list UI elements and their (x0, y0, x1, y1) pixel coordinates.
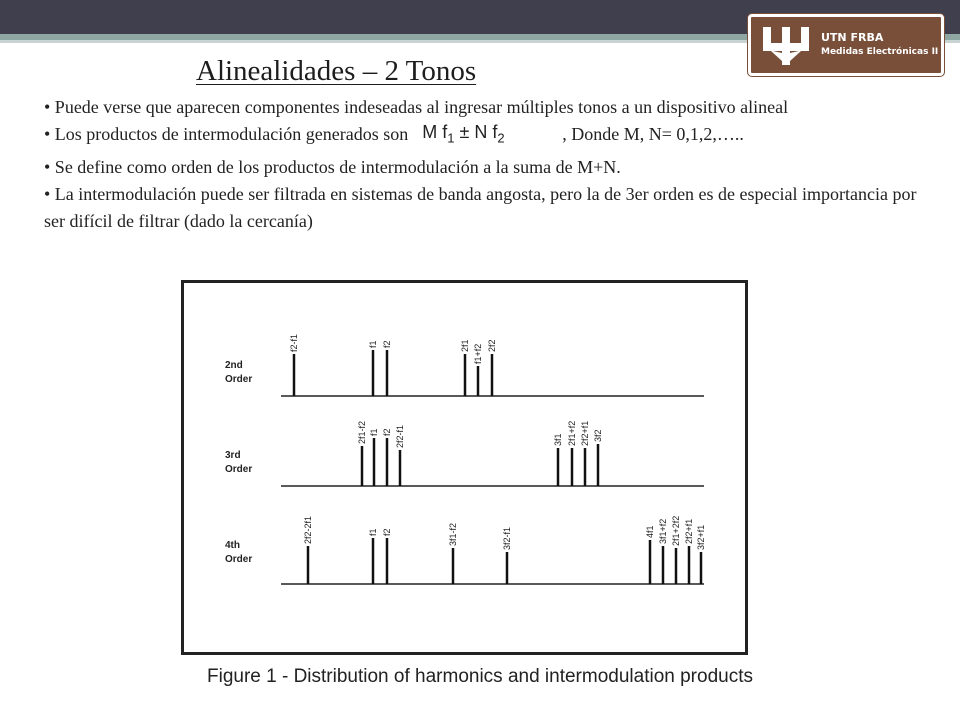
spectral-line-label: 2f1 (460, 339, 470, 352)
order-label: 3rd (225, 450, 241, 461)
formula-op: ± N f (454, 122, 498, 142)
logo-line2: Medidas Electrónicas II (821, 47, 939, 57)
spectral-line-label: 3f2 (593, 429, 603, 442)
bullet-4: • La intermodulación puede ser filtrada en sistemas de banda angosta, pero la de 3er orden es de especial importancia por ser difícil de filtrar (dado la cercanía) (44, 183, 917, 231)
spectrum-diagram (181, 280, 748, 655)
spectral-line-label: f1 (368, 340, 378, 348)
order-label: Order (225, 554, 253, 565)
intermod-formula (408, 119, 562, 152)
bullet-2-text: • Los productos de intermodulación generados son (44, 124, 409, 144)
spectral-line-label: f1 (368, 528, 378, 536)
bullet-3: • Se define como orden de los productos de intermodulación a la suma de M+N. (44, 156, 621, 177)
spectral-line-label: 2f2-2f1 (303, 515, 313, 544)
bullet-2-tail: , Donde M, N= 0,1,2,….. (562, 124, 744, 144)
utn-logo-icon (759, 25, 813, 67)
order-label: Order (225, 374, 253, 385)
spectral-line-label: f2-f1 (289, 333, 299, 352)
spectral-line-label: 3f1+f2 (658, 518, 668, 544)
order-label: 2nd (225, 360, 243, 371)
formula-m: M f (422, 122, 448, 142)
spectral-line-label: 2f1+2f2 (671, 515, 681, 546)
spectral-line-label: f1+f2 (473, 343, 483, 364)
formula-sub2: 2 (497, 130, 505, 146)
bullet-list (44, 94, 924, 235)
spectral-line-label: f2 (382, 340, 392, 348)
logo-line1: UTN FRBA (821, 31, 884, 44)
spectral-line-label: f1 (369, 428, 379, 436)
figure-caption: Figure 1 - Distribution of harmonics and intermodulation products (207, 666, 753, 687)
spectral-line-label: 2f2+f1 (684, 518, 694, 544)
utn-logo (748, 14, 944, 76)
spectral-line-label: 2f1+f2 (567, 420, 577, 446)
spectral-line-label: 2f1-f2 (357, 420, 367, 444)
spectral-line-label: 2f2 (487, 339, 497, 352)
spectral-line-label: 3f2+f1 (696, 524, 706, 550)
spectral-line-label: 4f1 (645, 525, 655, 538)
spectral-line-label: 3f1-f2 (448, 522, 458, 546)
spectral-line-label: f2 (382, 528, 392, 536)
spectral-line-label: f2 (382, 428, 392, 436)
spectral-line-label: 3f2-f1 (502, 526, 512, 550)
spectral-line-label: 2f2+f1 (580, 420, 590, 446)
spectral-line-label: 3f1 (553, 433, 563, 446)
bullet-1: • Puede verse que aparecen componentes indeseadas al ingresar múltiples tonos a un dispositivo alineal (44, 97, 789, 117)
bullet-2 (44, 121, 924, 154)
formula-sub1: 1 (447, 130, 455, 146)
page-title: Alinealidades – 2 Tonos (196, 55, 477, 87)
figure-border (183, 282, 747, 654)
order-label: 4th (225, 540, 240, 551)
spectral-line-label: 2f2-f1 (395, 424, 405, 448)
order-label: Order (225, 464, 253, 475)
figure (181, 280, 748, 660)
